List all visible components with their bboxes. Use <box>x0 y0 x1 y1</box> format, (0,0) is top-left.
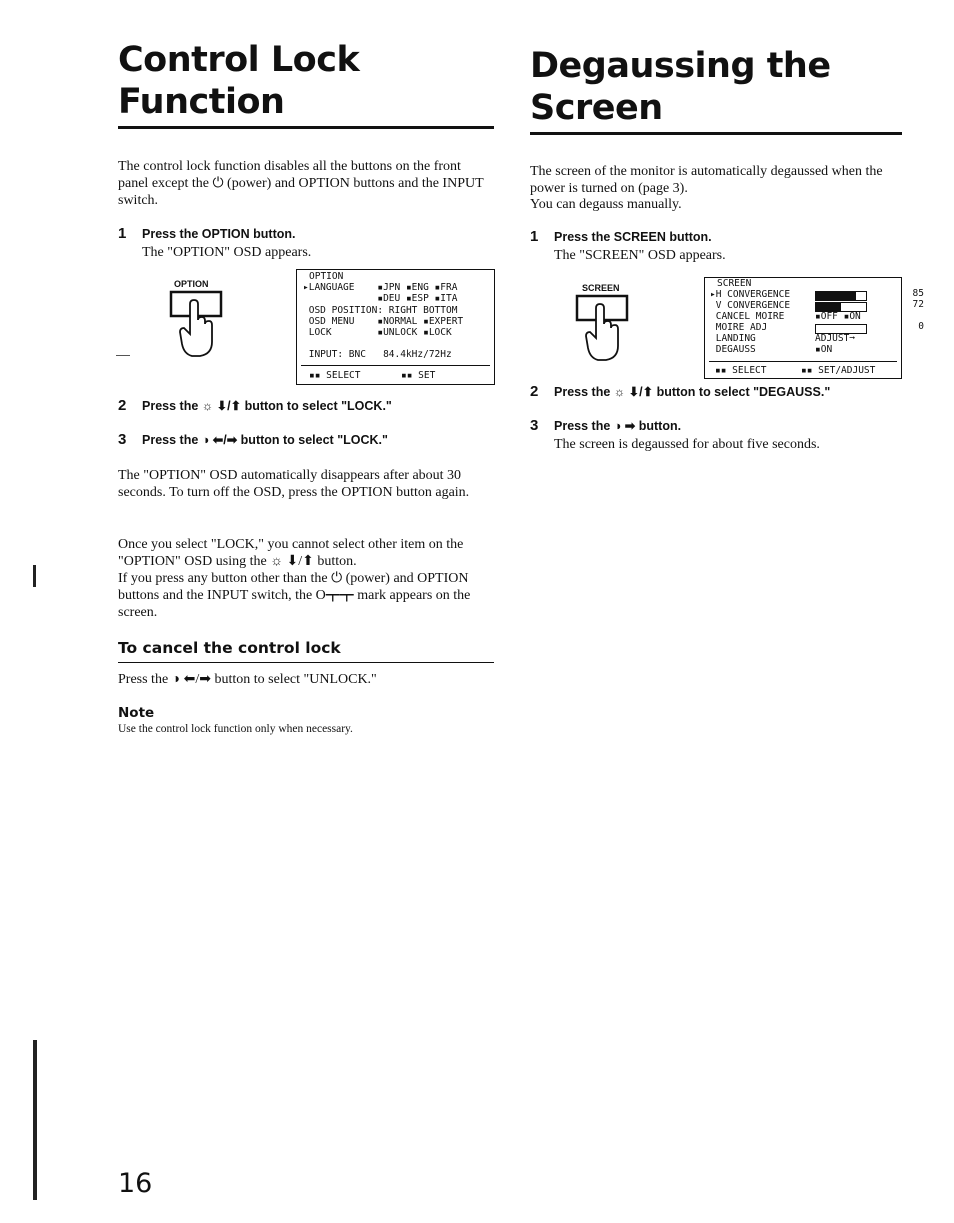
note-heading: Note <box>118 705 155 721</box>
osd-footer-select: ▪▪ SELECT <box>309 370 361 381</box>
h-convergence-value: 85 <box>912 288 924 299</box>
step-1-description: The "SCREEN" OSD appears. <box>554 248 726 263</box>
option-osd-panel <box>296 269 495 385</box>
osd-row-osd-position: OSD POSITION: RIGHT BOTTOM <box>303 305 458 316</box>
scan-dash <box>116 355 130 356</box>
h-convergence-bar <box>815 291 867 301</box>
osd-row-degauss: DEGAUSS <box>710 344 756 355</box>
section-title-line2: Function <box>118 82 285 122</box>
osd-values <box>904 288 924 332</box>
step-2 <box>530 384 830 400</box>
intro-paragraph: The control lock function disables all the buttons on the front panel except the ⏻ (power) and OPTION buttons and the INPUT switch. <box>118 159 484 208</box>
osd-row-language-2: ▪DEU ▪ESP ▪ITA <box>303 293 458 304</box>
step-label: Press the ☼ ⬇/⬆ button to select "LOCK." <box>142 399 392 413</box>
degauss-option: ▪ON <box>815 344 833 355</box>
osd-footer-set: ▪▪ SET <box>401 370 436 381</box>
section-title-line1: Control Lock <box>118 40 360 80</box>
osd-row-v-convergence: V CONVERGENCE <box>710 300 791 311</box>
h-convergence-fill <box>816 292 856 300</box>
osd-footer-select: ▪▪ SELECT <box>715 365 767 376</box>
note-text: Use the control lock function only when necessary. <box>118 723 353 735</box>
step-1-description: The "OPTION" OSD appears. <box>142 245 312 260</box>
step-number: 1 <box>118 225 127 242</box>
step-number: 1 <box>530 228 539 245</box>
step-number: 3 <box>118 431 127 448</box>
step-label: Press the OPTION button. <box>142 227 296 241</box>
landing-option: ADJUST➞ <box>815 333 856 344</box>
lock-mark-paragraph: If you press any button other than the ⏻ (power) and OPTION buttons and the INPUT switch, the O┳┳ mark appears on the screen. <box>118 571 471 620</box>
binding-mark <box>33 565 36 587</box>
osd-row-osd-menu: OSD MENU ▪NORMAL ▪EXPERT <box>303 316 464 327</box>
section-title-line2: Screen <box>530 88 663 128</box>
title-rule <box>118 126 494 129</box>
step-number: 3 <box>530 417 539 434</box>
binding-mark <box>33 1040 37 1200</box>
osd-row-moire-adj: MOIRE ADJ <box>710 322 768 333</box>
value-spacer <box>904 310 924 321</box>
osd-row-h-convergence: ▸H CONVERGENCE <box>710 289 791 300</box>
screen-button-label: SCREEN <box>582 283 620 293</box>
cancel-moire-options: ▪OFF ▪ON <box>815 311 861 322</box>
step-number: 2 <box>530 383 539 400</box>
osd-row-language: ▸LANGUAGE ▪JPN ▪ENG ▪FRA <box>303 282 458 293</box>
osd-row-landing: LANDING <box>710 333 756 344</box>
osd-footer-rule <box>301 365 490 366</box>
step-3 <box>530 418 681 434</box>
hand-pressing-button-icon <box>168 290 228 360</box>
intro-paragraph: The screen of the monitor is automatically degaussed when the power is turned on (page 3). <box>530 164 883 196</box>
osd-footer-set: ▪▪ SET/ADJUST <box>801 365 876 376</box>
cancel-lock-heading: To cancel the control lock <box>118 639 341 657</box>
cancel-lock-text: Press the ◑ ⬅/➡ button to select "UNLOCK." <box>118 672 377 687</box>
page-number: 16 <box>118 1168 153 1199</box>
osd-row-input: INPUT: BNC 84.4kHz/72Hz <box>303 349 452 360</box>
step-1 <box>118 226 296 242</box>
title-rule <box>530 132 902 135</box>
osd-title: SCREEN <box>717 278 752 289</box>
osd-footer-rule <box>709 361 897 362</box>
v-convergence-fill <box>816 303 841 311</box>
osd-title: OPTION <box>309 271 344 282</box>
step-label: Press the ◑ ➡ button. <box>554 419 682 433</box>
osd-row-lock: LOCK ▪UNLOCK ▪LOCK <box>303 327 452 338</box>
step-3 <box>118 432 388 448</box>
step-1 <box>530 229 712 245</box>
step-label: Press the ◑ ⬅/➡ button to select "LOCK." <box>142 433 388 447</box>
hand-pressing-button-icon <box>574 294 634 364</box>
step-label: Press the ☼ ⬇/⬆ button to select "DEGAUSS." <box>554 385 831 399</box>
screen-osd-panel <box>704 277 902 379</box>
moire-adj-value: 0 <box>918 321 924 332</box>
v-convergence-value: 72 <box>912 299 924 310</box>
intro-manual: You can degauss manually. <box>530 197 682 212</box>
step-number: 2 <box>118 397 127 414</box>
step-3-description: The screen is degaussed for about five seconds. <box>554 437 820 452</box>
section-title-line1: Degaussing the <box>530 46 831 86</box>
step-2 <box>118 398 392 414</box>
option-button-label: OPTION <box>174 279 209 289</box>
osd-row-cancel-moire: CANCEL MOIRE <box>710 311 785 322</box>
auto-disappear-paragraph: The "OPTION" OSD automatically disappears after about 30 seconds. To turn off the OSD, press the OPTION button again. <box>118 468 470 500</box>
subheading-rule <box>118 662 494 663</box>
lock-note-paragraph: Once you select "LOCK," you cannot select other item on the "OPTION" OSD using the ☼ ⬇/⬆ button. <box>118 537 464 569</box>
step-label: Press the SCREEN button. <box>554 230 712 244</box>
